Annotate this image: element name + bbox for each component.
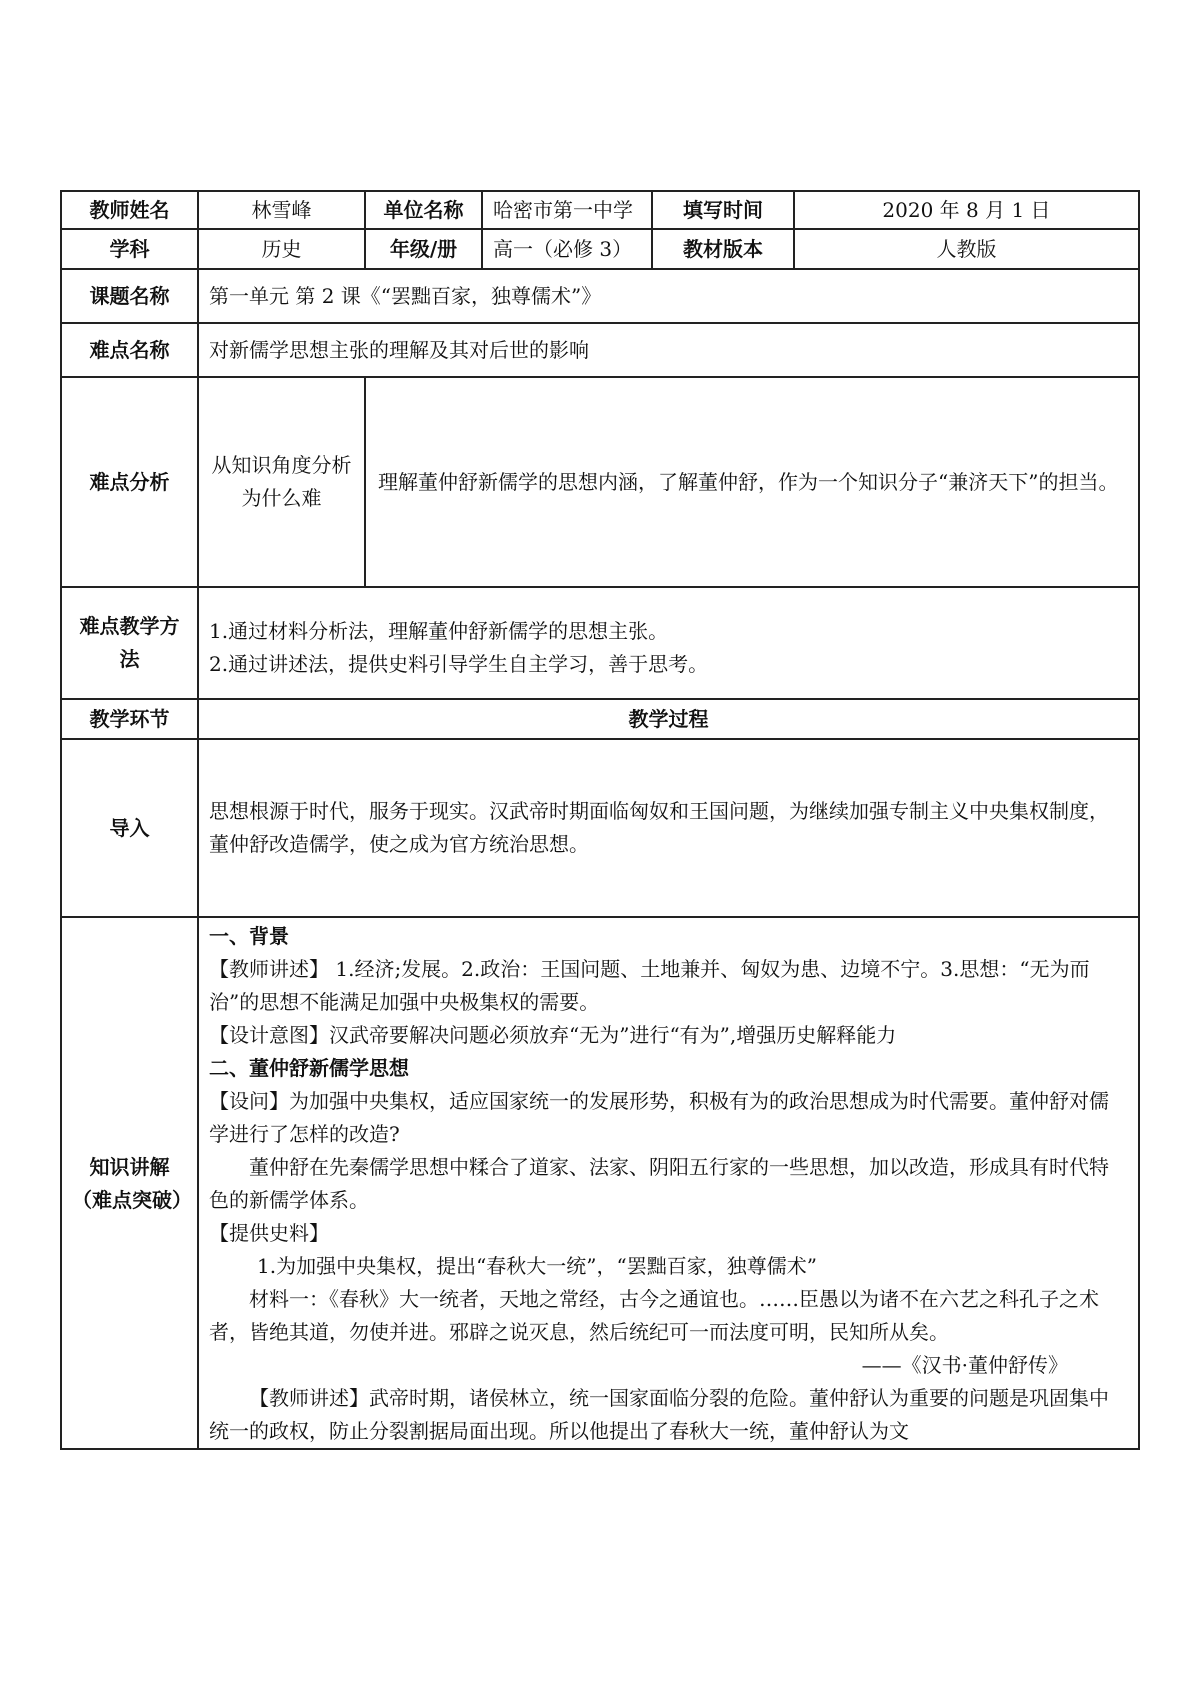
topic-value: 第一单元 第 2 课《“罢黜百家，独尊儒术”》 bbox=[198, 269, 1139, 323]
section-1-teacher-note: 【教师讲述】 1.经济;发展。2.政治：王国问题、土地兼并、匈奴为患、边境不宁。3.思想：“无为而治”的思想不能满足加强中央极集权的需要。 bbox=[209, 957, 1090, 1014]
section-2-citation: ——《汉书·董仲舒传》 bbox=[861, 1353, 1068, 1377]
analysis-row bbox=[61, 377, 1139, 587]
grade-label: 年级/册 bbox=[365, 229, 482, 269]
method-row bbox=[61, 587, 1139, 699]
section-2-question: 【设问】为加强中央集权，适应国家统一的发展形势，积极有为的政治思想成为时代需要。董仲舒对儒学进行了怎样的改造? bbox=[209, 1089, 1109, 1146]
unit-label: 单位名称 bbox=[365, 191, 482, 229]
intro-row bbox=[61, 739, 1139, 917]
knowledge-row bbox=[61, 917, 1139, 1449]
analysis-label: 难点分析 bbox=[61, 377, 198, 587]
section-1-design-intent: 【设计意图】汉武帝要解决问题必须放弃“无为”进行“有为”,增强历史解释能力 bbox=[209, 1023, 897, 1047]
subject-value: 历史 bbox=[198, 229, 365, 269]
date-label: 填写时间 bbox=[652, 191, 794, 229]
process-value: 教学过程 bbox=[198, 699, 1139, 739]
topic-row bbox=[61, 269, 1139, 323]
teacher-label: 教师姓名 bbox=[61, 191, 198, 229]
section-2-material-1: 材料一：《春秋》大一统者，天地之常经，古今之通谊也。……臣愚以为诸不在六艺之科孔子之术者，皆绝其道，勿使并进。邪辟之说灭息，然后统纪可一而法度可明，民知所从矣。 bbox=[209, 1287, 1099, 1344]
process-header-row bbox=[61, 699, 1139, 739]
section-2-answer: 董仲舒在先秦儒学思想中糅合了道家、法家、阴阳五行家的一些思想，加以改造，形成具有时代特色的新儒学体系。 bbox=[209, 1155, 1109, 1212]
section-2-point-1: 1.为加强中央集权，提出“春秋大一统”，“罢黜百家，独尊儒术” bbox=[257, 1254, 817, 1278]
textbook-label: 教材版本 bbox=[652, 229, 794, 269]
textbook-value: 人教版 bbox=[794, 229, 1139, 269]
topic-label: 课题名称 bbox=[61, 269, 198, 323]
section-2-source-label: 【提供史料】 bbox=[209, 1221, 329, 1245]
method-line-2: 2.通过讲述法，提供史料引导学生自主学习，善于思考。 bbox=[209, 652, 709, 676]
intro-label: 导入 bbox=[61, 739, 198, 917]
section-1-title: 一、背景 bbox=[209, 924, 289, 948]
knowledge-label: 知识讲解（难点突破） bbox=[61, 917, 198, 1449]
intro-value: 思想根源于时代，服务于现实。汉武帝时期面临匈奴和王国问题，为继续加强专制主义中央集权制度，董仲舒改造儒学，使之成为官方统治思想。 bbox=[198, 739, 1139, 917]
analysis-value: 理解董仲舒新儒学的思想内涵，了解董仲舒，作为一个知识分子“兼济天下”的担当。 bbox=[365, 377, 1139, 587]
subject-label: 学科 bbox=[61, 229, 198, 269]
section-2-teacher-note: 【教师讲述】武帝时期，诸侯林立，统一国家面临分裂的危险。董仲舒认为重要的问题是巩固集中统一的政权，防止分裂割据局面出现。所以他提出了春秋大一统，董仲舒认为文 bbox=[209, 1386, 1109, 1443]
teacher-value: 林雪峰 bbox=[198, 191, 365, 229]
header-row-2 bbox=[61, 229, 1139, 269]
analysis-sublabel: 从知识角度分析为什么难 bbox=[198, 377, 365, 587]
method-label: 难点教学方法 bbox=[61, 587, 198, 699]
date-value: 2020 年 8 月 1 日 bbox=[794, 191, 1139, 229]
grade-value: 高一（必修 3） bbox=[482, 229, 652, 269]
section-2-title: 二、董仲舒新儒学思想 bbox=[209, 1056, 409, 1080]
knowledge-cell bbox=[198, 917, 1139, 1449]
process-label: 教学环节 bbox=[61, 699, 198, 739]
difficulty-value: 对新儒学思想主张的理解及其对后世的影响 bbox=[198, 323, 1139, 377]
difficulty-label: 难点名称 bbox=[61, 323, 198, 377]
lesson-plan-table bbox=[60, 190, 1140, 1450]
unit-value: 哈密市第一中学 bbox=[482, 191, 652, 229]
header-row-1 bbox=[61, 191, 1139, 229]
difficulty-row bbox=[61, 323, 1139, 377]
method-cell bbox=[198, 587, 1139, 699]
method-line-1: 1.通过材料分析法，理解董仲舒新儒学的思想主张。 bbox=[209, 619, 669, 643]
